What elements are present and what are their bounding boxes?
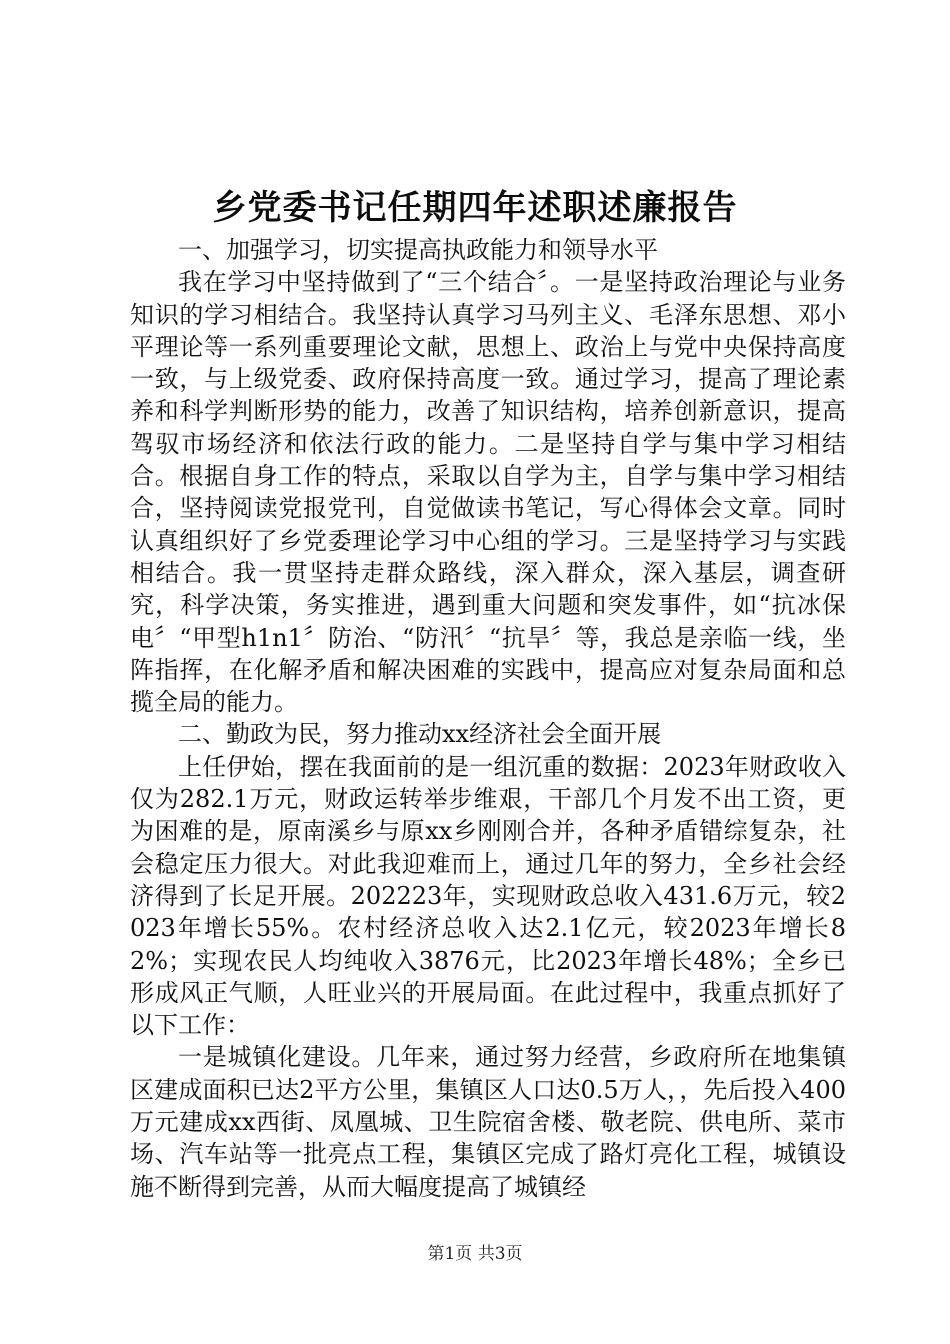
section-heading-1: 一、加强学习，切实提高执政能力和领导水平: [178, 236, 658, 264]
document-body: [130, 234, 846, 1203]
page-number: 第1页 共3页: [427, 1244, 523, 1264]
paragraph-economy: 上任伊始，摆在我面前的是一组沉重的数据：2023年财政收入仅为282.1万元，财政运转举步维艰，干部几个月发不出工资，更为困难的是，原南溪乡与原xx乡刚刚合并，各种矛盾错综复杂，社会稳定压力很大。对此我迎难而上，通过几年的努力，全乡社会经济得到了长足开展。202223年，实现财政总收入431.6万元，较2023年增长55%。农村经济总收入达2.1亿元，较2023年增长82%；实现农民人均纯收入3876元，比2023年增长48%；全乡已形成风正气顺，人旺业兴的开展局面。在此过程中，我重点抓好了以下工作：: [130, 752, 846, 1040]
paragraph-urbanization: 一是城镇化建设。几年来，通过努力经营，乡政府所在地集镇区建成面积已达2平方公里，集镇区人口达0.5万人，，先后投入400万元建成xx西街、凤凰城、卫生院宿舍楼、敬老院、供电所、菜市场、汽车站等一批亮点工程，集镇区完成了路灯亮化工程，城镇设施不断得到完善，从而大幅度提高了城镇经: [130, 1043, 846, 1201]
document-title: 乡党委书记任期四年述职述廉报告: [212, 188, 738, 228]
section-heading-2: 二、勤政为民，努力推动xx经济社会全面开展: [178, 720, 662, 749]
paragraph-study: 我在学习中坚持做到了“三个结合〞。一是坚持政治理论与业务知识的学习相结合。我坚持认真学习马列主义、毛泽东思想、邓小平理论等一系列重要理论文献，思想上、政治上与党中央保持高度一致，与上级党委、政府保持高度一致。通过学习，提高了理论素养和科学判断形势的能力，改善了知识结构，培养创新意识，提高驾驭市场经济和依法行政的能力。二是坚持自学与集中学习相结合。根据自身工作的特点，采取以自学为主，自学与集中学习相结合，坚持阅读党报党刊，自觉做读书笔记，写心得体会文章。同时认真组织好了乡党委理论学习中心组的学习。三是坚持学习与实践相结合。我一贯坚持走群众路线，深入群众，深入基层，调查研究，科学决策，务实推进，遇到重大问题和突发事件，如“抗冰保电〞“甲型h1n1〞防治、“防汛〞“抗旱〞等，我总是亲临一线，坐阵指挥，在化解矛盾和解决困难的实践中，提高应对复杂局面和总揽全局的能力。: [130, 268, 846, 717]
